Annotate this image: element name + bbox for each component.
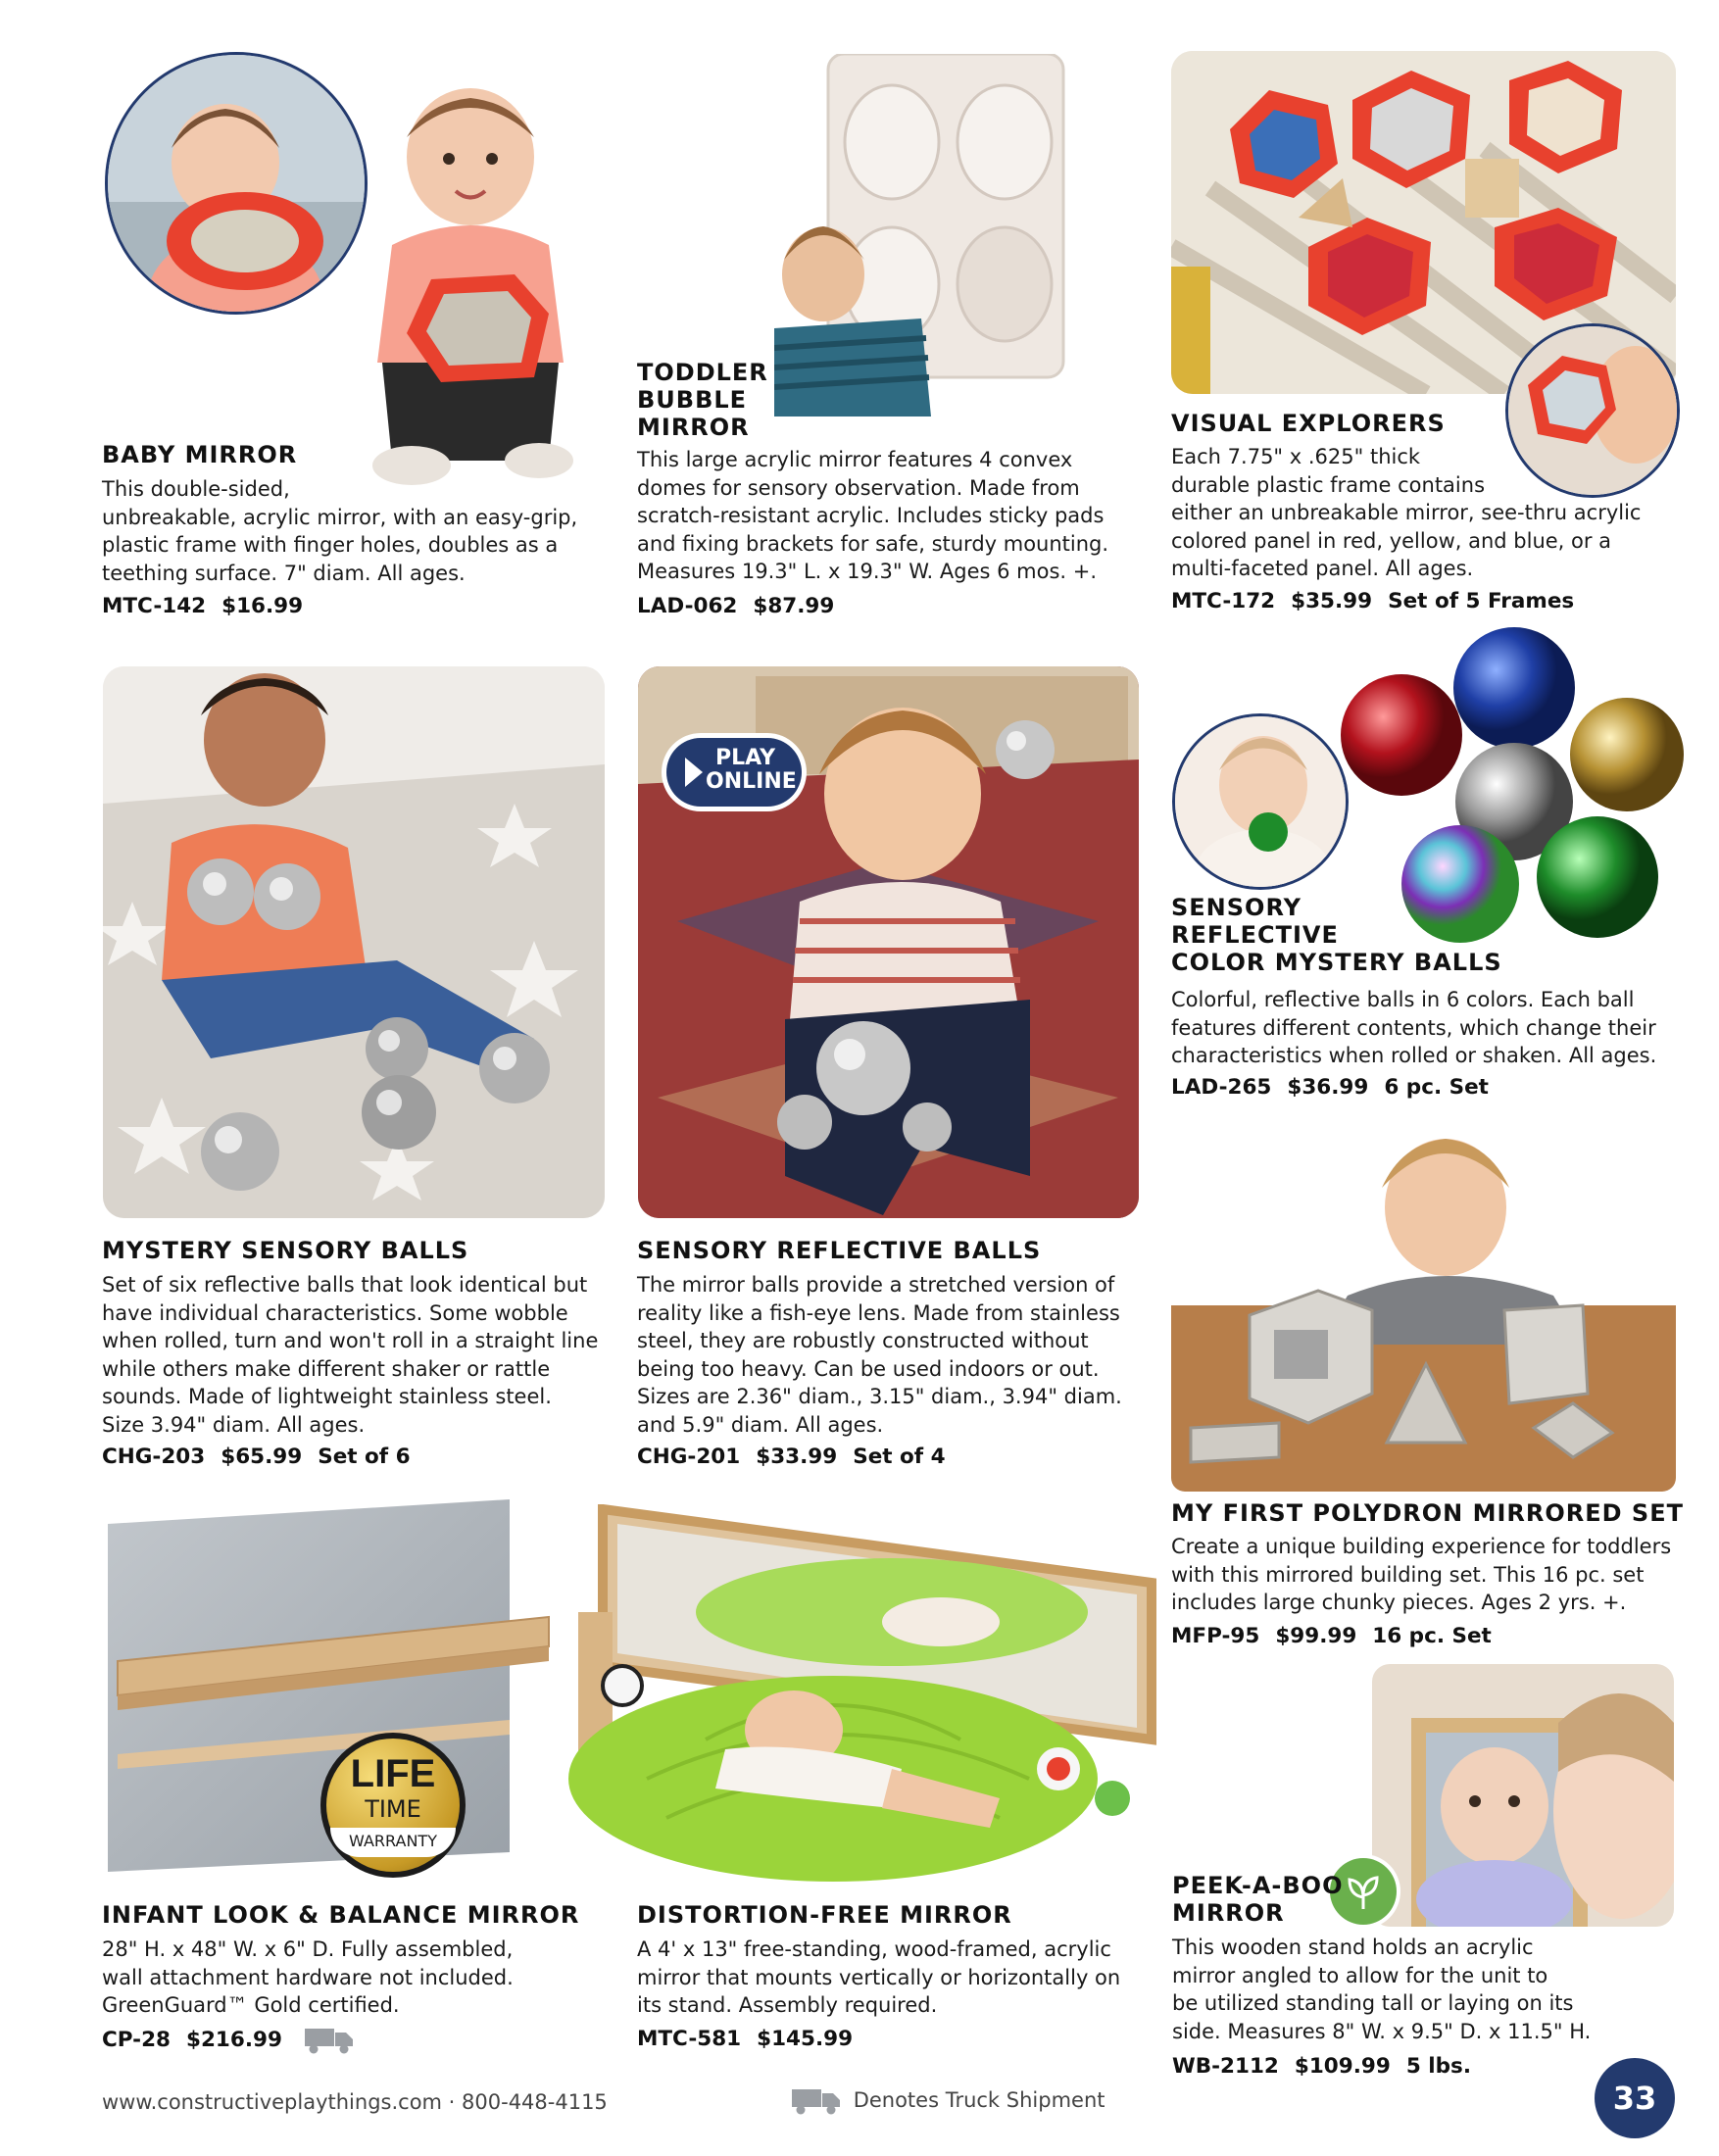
- set-size: 6 pc. Set: [1384, 1075, 1489, 1100]
- price: $65.99: [221, 1445, 303, 1469]
- distortion-free-mirror-desc: A 4' x 13" free-standing, wood-framed, acrylic mirror that mounts vertically or horizontally on its stand. Assembly required.: [637, 1937, 1121, 2017]
- price: $145.99: [757, 2027, 854, 2051]
- truck-shipment-icon: [305, 2027, 354, 2054]
- polydron-mirrored-set-photo: [1171, 1109, 1676, 1492]
- play-icon: [685, 758, 703, 787]
- lifetime-badge-life: LIFE: [350, 1752, 436, 1795]
- sku: MTC-172: [1171, 589, 1276, 613]
- price: $99.99: [1275, 1624, 1357, 1648]
- color-mystery-balls-price-line: [1171, 1075, 1504, 1100]
- polydron-mirrored-set-price-line: [1171, 1624, 1507, 1648]
- price: $87.99: [753, 594, 835, 618]
- mystery-sensory-balls-title: MYSTERY SENSORY BALLS: [102, 1237, 469, 1264]
- toddler-bubble-mirror-price-line: [637, 594, 850, 618]
- set-size: 16 pc. Set: [1372, 1624, 1492, 1648]
- sensory-reflective-balls-price-line: [637, 1445, 961, 1469]
- mystery-sensory-balls-price-line: [102, 1445, 426, 1469]
- peek-a-boo-mirror-photo: [1372, 1664, 1674, 1927]
- color-mystery-balls-title: SENSORY REFLECTIVE COLOR MYSTERY BALLS: [1171, 894, 1502, 976]
- distortion-free-mirror-price-line: [637, 2027, 868, 2051]
- lifetime-warranty-badge: [320, 1733, 466, 1878]
- distortion-free-mirror-photo: [568, 1504, 1156, 1896]
- sku: MFP-95: [1171, 1624, 1260, 1648]
- play-online-label-1: PLAY: [715, 746, 775, 770]
- peek-a-boo-mirror-desc: This wooden stand holds an acrylic mirror angled to allow for the unit to be utilized standing tall or laying on its side. Measures 8" W. x 9.5" D. x 11.5" H.: [1172, 1936, 1592, 2043]
- set-size: Set of 5 Frames: [1388, 589, 1575, 613]
- price: $35.99: [1291, 589, 1373, 613]
- sensory-reflective-balls-desc: The mirror balls provide a stretched version of reality like a fish-eye lens. Made from stainless steel, they are robustly constructed without being too heavy. Can be used indoors or out. Sizes are 2.36" diam., 3.15" diam., 3.94" diam. and 5.9" diam. All ages.: [637, 1273, 1122, 1437]
- baby-mirror-desc: This double-sided, unbreakable, acrylic mirror, with an easy-grip, plastic frame with finger holes, doubles as a teething surface. 7" diam. All ages.: [102, 477, 578, 585]
- distortion-free-mirror-title: DISTORTION-FREE MIRROR: [637, 1901, 1012, 1929]
- truck-shipment-icon: [792, 2087, 841, 2115]
- polydron-mirrored-set-title: MY FIRST POLYDRON MIRRORED SET: [1171, 1499, 1684, 1527]
- baby-mirror-title: BABY MIRROR: [102, 441, 298, 468]
- sensory-reflective-balls-title: SENSORY REFLECTIVE BALLS: [637, 1237, 1042, 1264]
- color-mystery-balls-inset-photo: [1172, 713, 1349, 890]
- sku: WB-2112: [1172, 2054, 1279, 2079]
- peek-a-boo-mirror-title: PEEK-A-BOO MIRROR: [1172, 1872, 1344, 1927]
- price: $16.99: [221, 594, 304, 618]
- visual-explorers-title: VISUAL EXPLORERS: [1171, 410, 1446, 437]
- infant-look-balance-mirror-price-line: [102, 2027, 354, 2054]
- price: $36.99: [1287, 1075, 1369, 1100]
- lifetime-badge-time: TIME: [365, 1795, 421, 1823]
- sku: CHG-203: [102, 1445, 206, 1469]
- price: $33.99: [756, 1445, 838, 1469]
- mystery-sensory-balls-desc: Set of six reflective balls that look identical but have individual characteristics. Some wobble when rolled, turn and won't roll in a straight line while others make different shaker or rattle sounds. Made of lightweight stainless steel. Size 3.94" diam. All ages.: [102, 1273, 599, 1437]
- price: $216.99: [186, 2028, 282, 2052]
- play-online-label-2: ONLINE: [706, 769, 797, 794]
- infant-look-balance-mirror-desc: 28" H. x 48" W. x 6" D. Fully assembled, wall attachment hardware not included. GreenGuard™ Gold certified.: [102, 1937, 514, 2017]
- toddler-bubble-mirror-photo: [774, 54, 1068, 416]
- footer-website-phone[interactable]: www.constructiveplaythings.com · 800-448-4115: [102, 2090, 608, 2114]
- page-number: 33: [1612, 2080, 1657, 2117]
- price: $109.99: [1294, 2054, 1391, 2079]
- set-size: Set of 6: [318, 1445, 411, 1469]
- weight: 5 lbs.: [1405, 2054, 1471, 2079]
- lifetime-badge-warranty: WARRANTY: [349, 1832, 437, 1850]
- sku: CP-28: [102, 2028, 172, 2052]
- play-online-badge[interactable]: [662, 733, 807, 811]
- baby-mirror-price-line: [102, 594, 319, 618]
- baby-mirror-photo: [353, 78, 598, 490]
- visual-explorers-desc: Each 7.75" x .625" thick durable plastic frame contains either an unbreakable mirror, see-thru acrylic colored panel in red, yellow, and blue, or a multi-faceted panel. All ages.: [1171, 445, 1642, 580]
- visual-explorers-price-line: [1171, 589, 1590, 613]
- sku: LAD-062: [637, 594, 738, 618]
- polydron-mirrored-set-desc: Create a unique building experience for toddlers with this mirrored building set. This 16 pc. set includes large chunky pieces. Ages 2 yrs. +.: [1171, 1535, 1672, 1614]
- set-size: Set of 4: [853, 1445, 946, 1469]
- baby-mirror-inset-photo: [105, 52, 368, 315]
- truck-legend-text: Denotes Truck Shipment: [853, 2088, 1105, 2112]
- toddler-bubble-mirror-desc: This large acrylic mirror features 4 convex domes for sensory observation. Made from scratch-resistant acrylic. Includes sticky pads and fixing brackets for safe, sturdy mounting. Measures 19.3" L. x 19.3" W. Ages 6 mos. +.: [637, 448, 1109, 583]
- footer-truck-legend: [792, 2087, 1105, 2115]
- sku: CHG-201: [637, 1445, 741, 1469]
- peek-a-boo-mirror-price-line: [1172, 2054, 1487, 2079]
- color-mystery-balls-desc: Colorful, reflective balls in 6 colors. Each ball features different contents, which change their characteristics when rolled or shaken. All ages.: [1171, 988, 1657, 1067]
- sku: MTC-581: [637, 2027, 742, 2051]
- page-number-badge: [1595, 2058, 1675, 2138]
- toddler-bubble-mirror-title: TODDLER BUBBLE MIRROR: [637, 359, 768, 441]
- sku: MTC-142: [102, 594, 207, 618]
- mystery-sensory-balls-photo: [103, 666, 605, 1218]
- infant-look-balance-mirror-title: INFANT LOOK & BALANCE MIRROR: [102, 1901, 580, 1929]
- sku: LAD-265: [1171, 1075, 1272, 1100]
